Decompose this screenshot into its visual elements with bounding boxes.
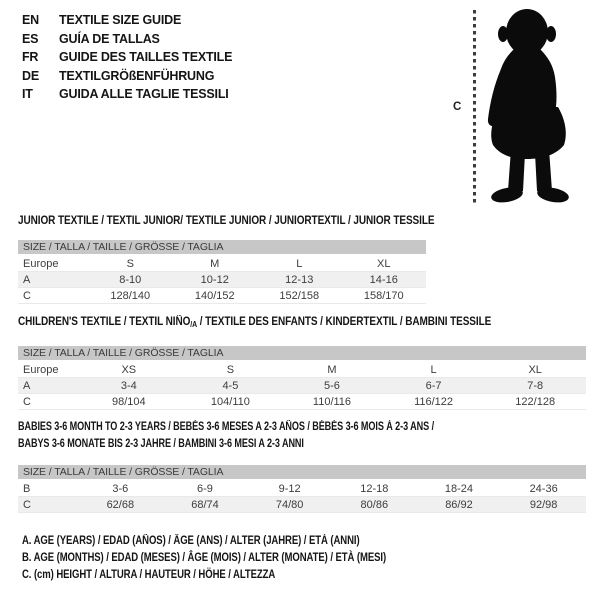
legend xyxy=(22,533,386,583)
value-cell: 98/104 xyxy=(78,394,180,410)
size-cell: XS xyxy=(78,361,180,378)
value-cell: 9-12 xyxy=(247,480,332,497)
size-cell: M xyxy=(173,255,258,272)
height-measure-dashed-line xyxy=(473,10,476,206)
value-cell: 122/128 xyxy=(484,394,586,410)
size-cell: XL xyxy=(484,361,586,378)
language-row-en xyxy=(22,11,232,30)
size-table-babies xyxy=(18,465,586,513)
value-cell: 92/98 xyxy=(501,497,586,513)
row-label: A xyxy=(18,378,78,394)
value-cell: 4-5 xyxy=(180,378,282,394)
language-row-de xyxy=(22,67,232,86)
table-row-age xyxy=(18,378,586,394)
language-label: TEXTILGRÖßENFÜHRUNG xyxy=(59,68,215,83)
value-cell: 14-16 xyxy=(342,272,427,288)
language-row-fr xyxy=(22,48,232,67)
value-cell: 104/110 xyxy=(180,394,282,410)
legend-line-c: C. (cm) HEIGHT / ALTURA / HAUTEUR / HÖHE / ALTEZZA xyxy=(22,568,276,581)
value-cell: 18-24 xyxy=(417,480,502,497)
row-label: C xyxy=(18,394,78,410)
size-table-children xyxy=(18,346,586,410)
language-code: IT xyxy=(22,87,33,101)
language-label: GUIDA ALLE TAGLIE TESSILI xyxy=(59,87,229,101)
language-code: ES xyxy=(22,31,39,46)
row-label: Europe xyxy=(18,255,88,272)
value-cell: 3-6 xyxy=(78,480,163,497)
height-measure-label: C xyxy=(453,101,462,113)
legend-line-b: B. AGE (MONTHS) / EDAD (MESES) / ÂGE (MOIS) / ALTER (MONATE) / ETÀ (MESI) xyxy=(22,551,387,564)
value-cell: 140/152 xyxy=(173,288,258,304)
table-row-height xyxy=(18,288,426,304)
table-row-europe xyxy=(18,361,586,378)
size-header-row xyxy=(18,346,586,361)
row-label: A xyxy=(18,272,88,288)
value-cell: 158/170 xyxy=(342,288,427,304)
row-label: C xyxy=(18,288,88,304)
title-text: CHILDREN'S TEXTILE / TEXTIL NIÑO xyxy=(18,316,191,328)
size-header-row xyxy=(18,465,586,480)
size-header-bar: SIZE / TALLA / TAILLE / GRÖSSE / TAGLIA xyxy=(18,346,586,361)
size-cell: L xyxy=(383,361,485,378)
value-cell: 62/68 xyxy=(78,497,163,513)
value-cell: 152/158 xyxy=(257,288,342,304)
value-cell: 74/80 xyxy=(247,497,332,513)
value-cell: 7-8 xyxy=(484,378,586,394)
table-row-europe xyxy=(18,255,426,272)
size-header-row xyxy=(18,240,426,255)
value-cell: 12-13 xyxy=(257,272,342,288)
babies-table-title xyxy=(18,419,434,453)
value-cell: 10-12 xyxy=(173,272,258,288)
row-label: C xyxy=(18,497,78,513)
value-cell: 6-7 xyxy=(383,378,485,394)
size-cell: S xyxy=(88,255,173,272)
value-cell: 12-18 xyxy=(332,480,417,497)
table-row-height xyxy=(18,497,586,513)
table-row-height xyxy=(18,394,586,410)
legend-line-a: A. AGE (YEARS) / EDAD (AÑOS) / ÂGE (ANS) / ALTER (JAHRE) / ETÀ (ANNI) xyxy=(22,535,360,547)
size-table-junior xyxy=(18,240,426,304)
value-cell: 3-4 xyxy=(78,378,180,394)
title-line-2: BABYS 3-6 MONATE BIS 2-3 JAHRE / BAMBINI 3-6 MESI A 2-3 ANNI xyxy=(18,438,304,450)
language-code: EN xyxy=(22,13,39,27)
size-cell: XL xyxy=(342,255,427,272)
value-cell: 8-10 xyxy=(88,272,173,288)
size-cell: L xyxy=(257,255,342,272)
language-label: TEXTILE SIZE GUIDE xyxy=(59,13,182,27)
value-cell: 24-36 xyxy=(501,480,586,497)
value-cell: 80/86 xyxy=(332,497,417,513)
size-cell: M xyxy=(281,361,383,378)
table-row-age xyxy=(18,272,426,288)
value-cell: 116/122 xyxy=(383,394,485,410)
language-code: DE xyxy=(22,68,39,83)
size-header-bar: SIZE / TALLA / TAILLE / GRÖSSE / TAGLIA xyxy=(18,240,426,255)
value-cell: 6-9 xyxy=(163,480,248,497)
language-label: GUÍA DE TALLAS xyxy=(59,31,160,46)
title-subscript: /A xyxy=(190,320,198,329)
row-label: B xyxy=(18,480,78,497)
children-table-title xyxy=(18,316,491,329)
value-cell: 5-6 xyxy=(281,378,383,394)
row-label: Europe xyxy=(18,361,78,378)
value-cell: 68/74 xyxy=(163,497,248,513)
title-line-1: BABIES 3-6 MONTH TO 2-3 YEARS / BEBÉS 3-6 MESES A 2-3 AÑOS / BÉBÉS 3-6 MOIS À 2-3 ANS / xyxy=(18,421,435,433)
value-cell: 128/140 xyxy=(88,288,173,304)
language-row-es xyxy=(22,30,232,49)
table-row-months xyxy=(18,480,586,497)
size-cell: S xyxy=(180,361,282,378)
baby-silhouette-icon xyxy=(484,7,574,206)
value-cell: 86/92 xyxy=(417,497,502,513)
language-label: GUIDE DES TAILLES TEXTILE xyxy=(59,50,233,64)
language-code: FR xyxy=(22,50,39,64)
title-text: / TEXTILE DES ENFANTS / KINDERTEXTIL / BAMBINI TESSILE xyxy=(197,316,492,328)
size-header-bar: SIZE / TALLA / TAILLE / GRÖSSE / TAGLIA xyxy=(18,465,586,480)
value-cell: 110/116 xyxy=(281,394,383,410)
junior-table-title: JUNIOR TEXTILE / TEXTIL JUNIOR/ TEXTILE JUNIOR / JUNIORTEXTIL / JUNIOR TESSILE xyxy=(18,215,435,227)
language-guide xyxy=(22,11,232,104)
language-row-it xyxy=(22,85,232,104)
